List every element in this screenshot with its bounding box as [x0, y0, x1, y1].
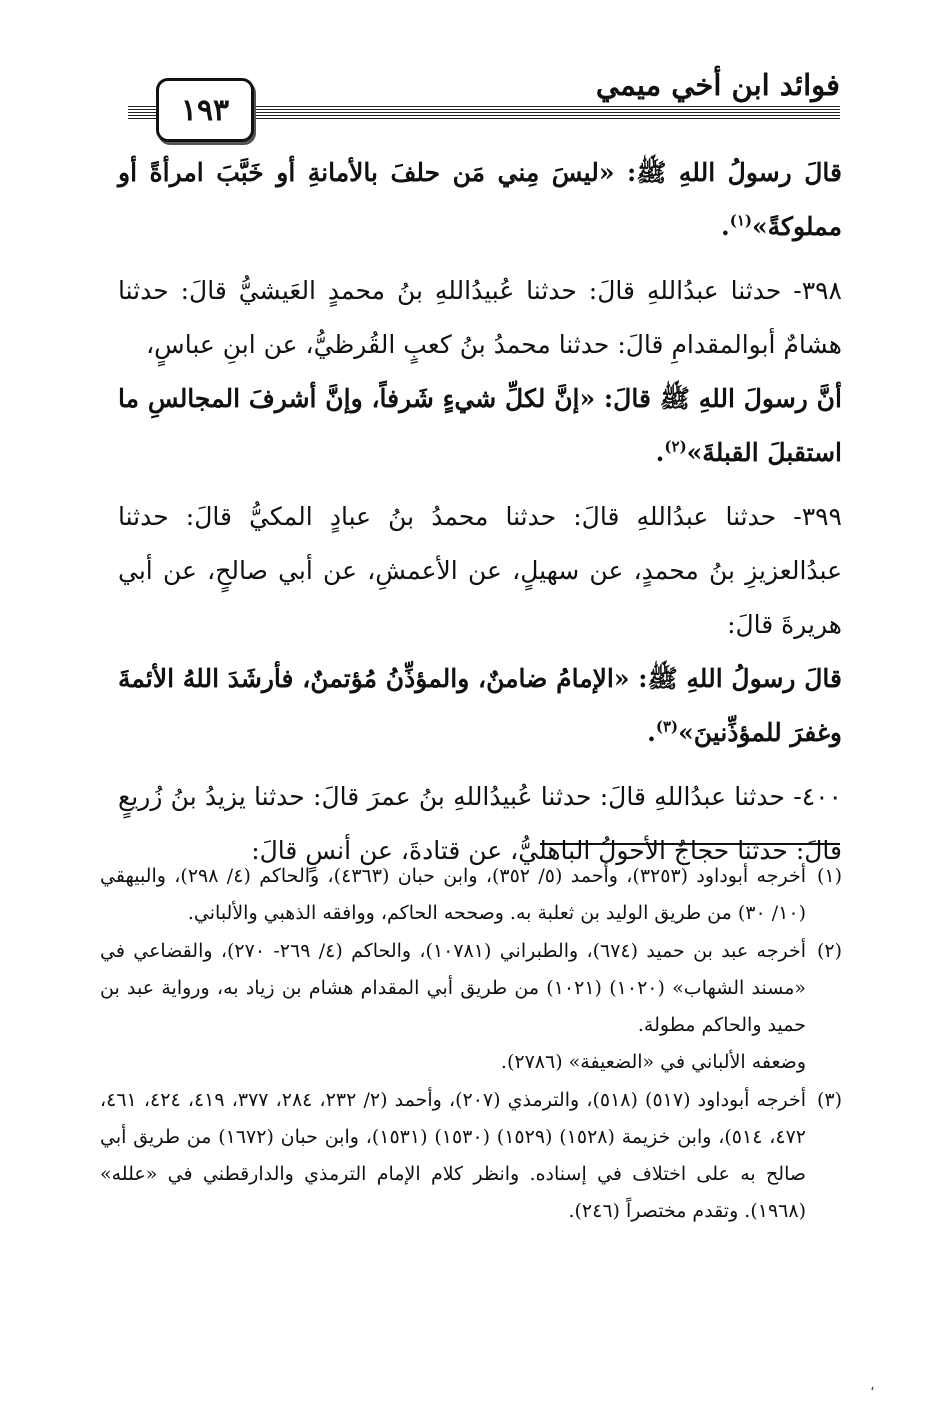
footnote-text: أخرجه عبد بن حميد (٦٧٤)، والطبراني (١٠٧٨١)، والحاكم (٤/ ٢٦٩- ٢٧٠)، والقضاعي في «مسند الشهاب» (١٠٢٠) (١٠٢١) من طريق أبي المقدام هشام بن زياد به، ورواية عبد بن حميد والحاكم مطولة. [100, 940, 807, 1036]
footnote-text: أخرجه أبوداود (٥١٧) (٥١٨)، والترمذي (٢٠٧)، وأحمد (٢/ ٢٣٢، ٢٨٤، ٣٧٧، ٤١٩، ٤٢٤، ٤٦١، ٤٧٢، ٥١٤)، وابن خزيمة (١٥٢٨) (١٥٢٩) (١٥٣٠) (١٥٣١)، وابن حبان (١٦٧٢) من طريق أبي صالح به على اختلاف في إسناده. وانظر كلام الإمام الترمذي والدارقطني في «علله» (١٩٦٨). وتقدم مختصراً (٢٤٦). [100, 1089, 806, 1222]
margin-mark: ، [870, 1378, 875, 1394]
footnote-text-block [100, 933, 806, 1081]
footnote-ref-1: (١) [729, 211, 753, 230]
paragraph-text: أنَّ رسولَ اللهِ ﷺ قالَ: «إنَّ لكلِّ شيءٍ شَرفاً، وإنَّ أشرفَ المجالسِ ما استقبلَ القبلةَ» [118, 384, 842, 467]
hadith-399-text: قالَ رسولُ اللهِ ﷺ: «الإمامُ ضامنٌ، والمؤذِّنُ مُؤتمنٌ، فأرشَدَ اللهُ الأئمةَ وغفرَ للمؤذِّنينَ»$^{(٣)}$. [118, 664, 842, 747]
footnote-marker: (٣) [816, 1089, 842, 1111]
footnote-1 [100, 858, 842, 932]
paragraph-text: قالَ رسولُ اللهِ ﷺ: «الإمامُ ضامنٌ، والمؤذِّنُ مُؤتمنٌ، فأرشَدَ اللهُ الأئمةَ وغفرَ للمؤذِّنينَ» [118, 664, 842, 747]
footnote-3 [100, 1082, 842, 1230]
hadith-398-chain: ٣٩٨- حدثنا عبدُاللهِ قالَ: حدثنا عُبيدُاللهِ بنُ محمدٍ العَيشيُّ قالَ: حدثنا هشامٌ أبوالمقدامِ قالَ: حدثنا محمدُ بنُ كعبٍ القُرظيُّ، عن ابنِ عباسٍ، [118, 276, 842, 359]
footnotes [100, 858, 842, 1231]
footnote-ref-2: (٢) [664, 437, 687, 456]
hadith-398-text: أنَّ رسولَ اللهِ ﷺ قالَ: «إنَّ لكلِّ شيءٍ شَرفاً، وإنَّ أشرفَ المجالسِ ما استقبلَ القبلةَ»$^{(٢)}$. [118, 384, 842, 467]
footnote-marker: (٢) [816, 940, 842, 962]
footnote-divider [540, 843, 840, 845]
book-title: فوائد ابن أخي ميمي [595, 68, 840, 102]
main-text [118, 146, 842, 878]
hadith-397-text: قالَ رسولُ اللهِ ﷺ: «ليسَ مِني مَن حلفَ بالأمانةِ أو خَبَّبَ امرأةً أو مملوكةً»$^{(١)}$. [118, 158, 842, 241]
footnote-text: أخرجه أبوداود (٣٢٥٣)، وأحمد (٥/ ٣٥٢)، وابن حبان (٤٣٦٣)، والحاكم (٤/ ٢٩٨)، والبيهقي (١٠/ ٣٠) من طريق الوليد بن ثعلبة به. وصححه الحاكم، ووافقه الذهبي والألباني. [100, 865, 806, 924]
footnote-text: وضعفه الألباني في «الضعيفة» (٢٧٨٦). [500, 1051, 806, 1073]
footnote-marker: (١) [816, 865, 842, 887]
paragraph-text: قالَ رسولُ اللهِ ﷺ: «ليسَ مِني مَن حلفَ بالأمانةِ أو خَبَّبَ امرأةً أو مملوكةً» [118, 158, 842, 241]
hadith-399-chain: ٣٩٩- حدثنا عبدُاللهِ قالَ: حدثنا محمدُ بنُ عبادٍ المكيُّ قالَ: حدثنا عبدُالعزيزِ بنُ محمدٍ، عن سهيلٍ، عن الأعمشِ، عن أبي صالحٍ، عن أبي هريرةَ قالَ: [118, 502, 842, 639]
page-header [128, 62, 840, 142]
footnote-2 [100, 933, 842, 1081]
hadith-400-chain: ٤٠٠- حدثنا عبدُاللهِ قالَ: حدثنا عُبيدُاللهِ بنُ عمرَ قالَ: حدثنا يزيدُ بنُ زُريعٍ قالَ: حدثنا حجاجٌ الأحولُ الباهليُّ، عن قتادةَ، عن أنسٍ قالَ: [118, 782, 842, 865]
footnote-ref-3: (٣) [655, 717, 679, 736]
page-number: ١٩٣ [156, 78, 254, 142]
